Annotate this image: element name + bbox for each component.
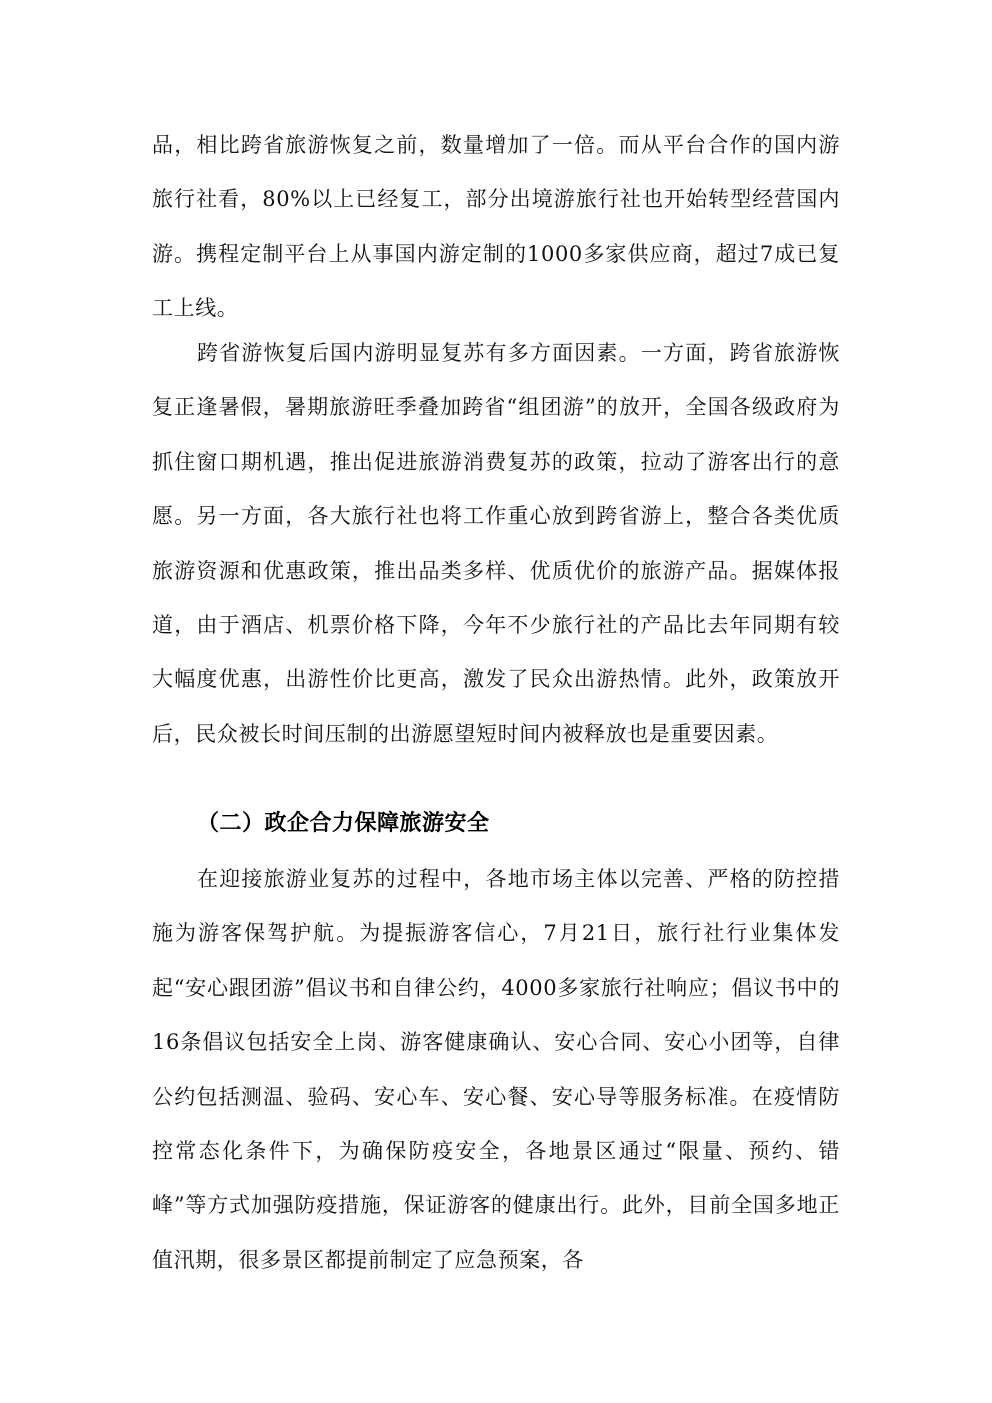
body-paragraph: 在迎接旅游业复苏的过程中，各地市场主体以完善、严格的防控措施为游客保驾护航。为提振游客信心，7月21日，旅行社行业集体发起“安心跟团游”倡议书和自律公约，4000多家旅行社响应；倡议书中的16条倡议包括安全上岗、游客健康确认、安心合同、安心小团等，自律公约包括测温、验码、安心车、安心餐、安心导等服务标准。在疫情防控常态化条件下，为确保防疫安全，各地景区通过“限量、预约、错峰”等方式加强防疫措施，保证游客的健康出行。此外，目前全国多地正值汛期，很多景区都提前制定了应急预案，各 <box>152 867 840 1272</box>
section-heading: （二）政企合力保障旅游安全 <box>197 811 490 836</box>
body-paragraph: 跨省游恢复后国内游明显复苏有多方面因素。一方面，跨省旅游恢复正逢暑假，暑期旅游旺季叠加跨省“组团游”的放开，全国各级政府为抓住窗口期机遇，推出促进旅游消费复苏的政策，拉动了游客出行的意愿。另一方面，各大旅行社也将工作重心放到跨省游上，整合各类优质旅游资源和优惠政策，推出品类多样、优质优价的旅游产品。据媒体报道，由于酒店、机票价格下降，今年不少旅行社的产品比去年同期有较大幅度优惠，出游性价比更高，激发了民众出游热情。此外，政策放开后，民众被长时间压制的出游愿望短时间内被释放也是重要因素。 <box>152 341 840 746</box>
body-paragraph-continued: 品，相比跨省旅游恢复之前，数量增加了一倍。而从平台合作的国内游旅行社看，80%以上已经复工，部分出境游旅行社也开始转型经营国内游。携程定制平台上从事国内游定制的1000多家供应商，超过7成已复工上线。 <box>152 133 840 321</box>
